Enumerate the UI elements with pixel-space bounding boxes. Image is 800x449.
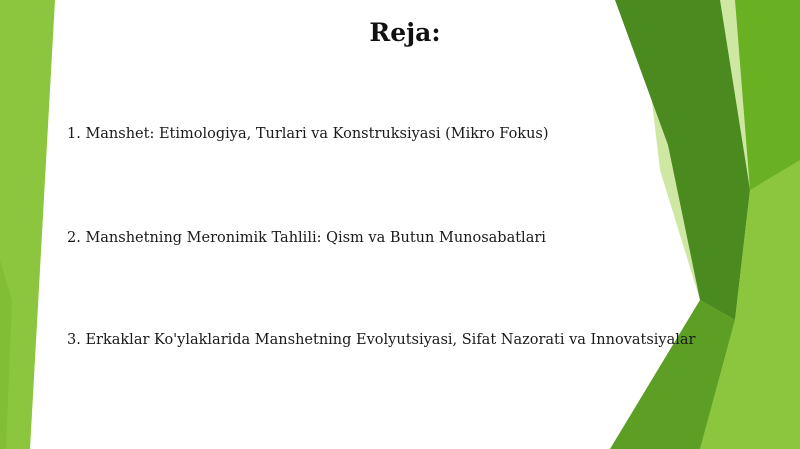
- agenda-item-2: 2. Manshetning Meronimik Tahlili: Qism va Butun Munosabatlari: [67, 230, 546, 246]
- agenda-item-3: 3. Erkaklar Ko'ylaklarida Manshetning Evolyutsiyasi, Sifat Nazorati va Innovatsiyalar: [67, 332, 696, 348]
- agenda-item-1: 1. Manshet: Etimologiya, Turlari va Konstruksiyasi (Mikro Fokus): [67, 126, 549, 142]
- slide-title: Reja:: [369, 18, 441, 47]
